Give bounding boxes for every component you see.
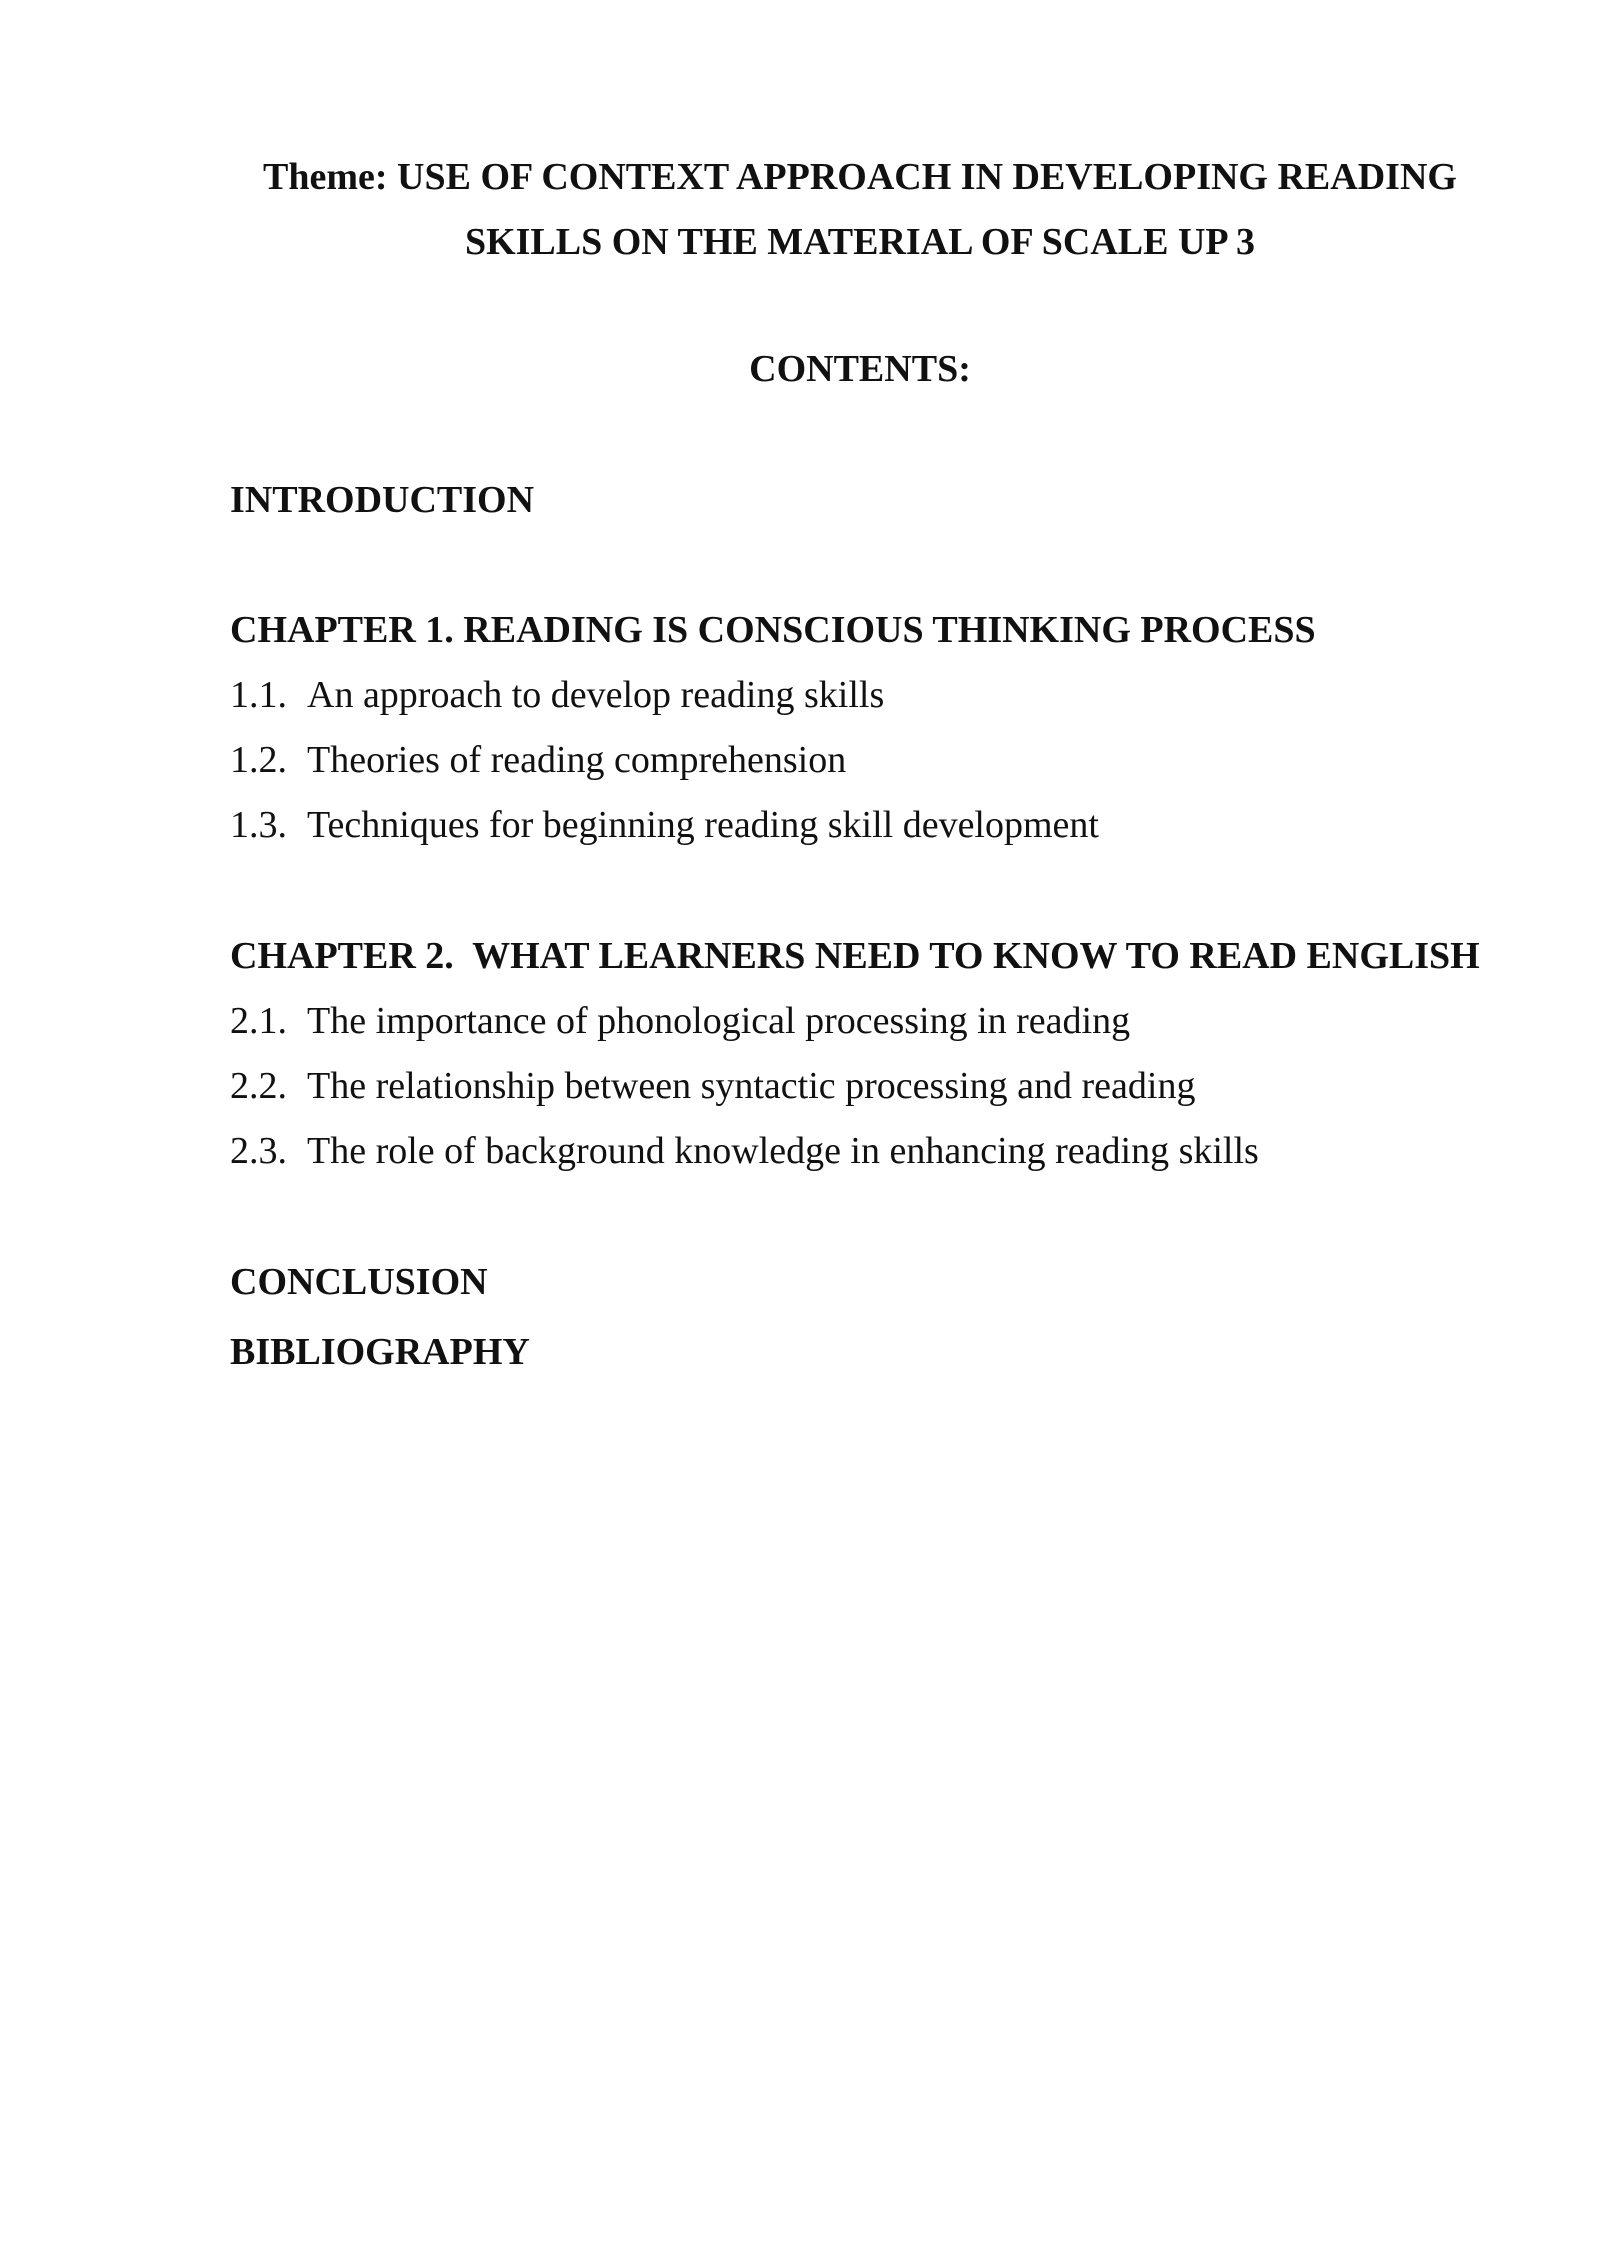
theme-line-1: Theme: USE OF CONTEXT APPROACH IN DEVELOPING READING	[263, 156, 1457, 198]
contents-heading: CONTENTS:	[749, 348, 971, 390]
theme-line-2: SKILLS ON THE MATERIAL OF SCALE UP 3	[464, 221, 1256, 263]
toc-item-title: The role of background knowledge in enhancing reading skills	[307, 1130, 1259, 1172]
toc-item-1-2	[230, 728, 1530, 793]
toc-conclusion	[230, 1250, 1530, 1315]
bibliography-heading: BIBLIOGRAPHY	[230, 1331, 530, 1373]
toc-introduction	[230, 468, 1530, 533]
toc-item-2-3	[230, 1119, 1530, 1184]
document-theme	[230, 145, 1490, 275]
toc-item-2-2	[230, 1054, 1530, 1119]
introduction-heading: INTRODUCTION	[230, 479, 535, 521]
toc-item-1-1	[230, 663, 1530, 728]
toc-item-1-3	[230, 793, 1530, 858]
toc-item-number: 2.2.	[230, 1065, 287, 1107]
toc-item-2-1	[230, 989, 1530, 1054]
chapter-2-heading: CHAPTER 2. WHAT LEARNERS NEED TO KNOW TO READ ENGLISH	[230, 935, 1480, 977]
toc-item-number: 2.3.	[230, 1130, 287, 1172]
toc-item-title: Techniques for beginning reading skill development	[307, 804, 1099, 846]
chapter-1-heading: CHAPTER 1. READING IS CONSCIOUS THINKING PROCESS	[230, 609, 1316, 651]
toc-item-title: An approach to develop reading skills	[307, 674, 885, 716]
toc-item-number: 2.1.	[230, 1000, 287, 1042]
toc-bibliography	[230, 1320, 1530, 1385]
toc-chapter-1	[230, 598, 1530, 858]
toc-item-title: The importance of phonological processing in reading	[307, 1000, 1131, 1042]
toc-item-title: The relationship between syntactic processing and reading	[307, 1065, 1196, 1107]
toc-item-number: 1.2.	[230, 739, 287, 781]
conclusion-heading: CONCLUSION	[230, 1261, 488, 1303]
toc-item-number: 1.3.	[230, 804, 287, 846]
toc-item-title: Theories of reading comprehension	[307, 739, 847, 781]
toc-chapter-2	[230, 924, 1530, 1184]
toc-item-number: 1.1.	[230, 674, 287, 716]
